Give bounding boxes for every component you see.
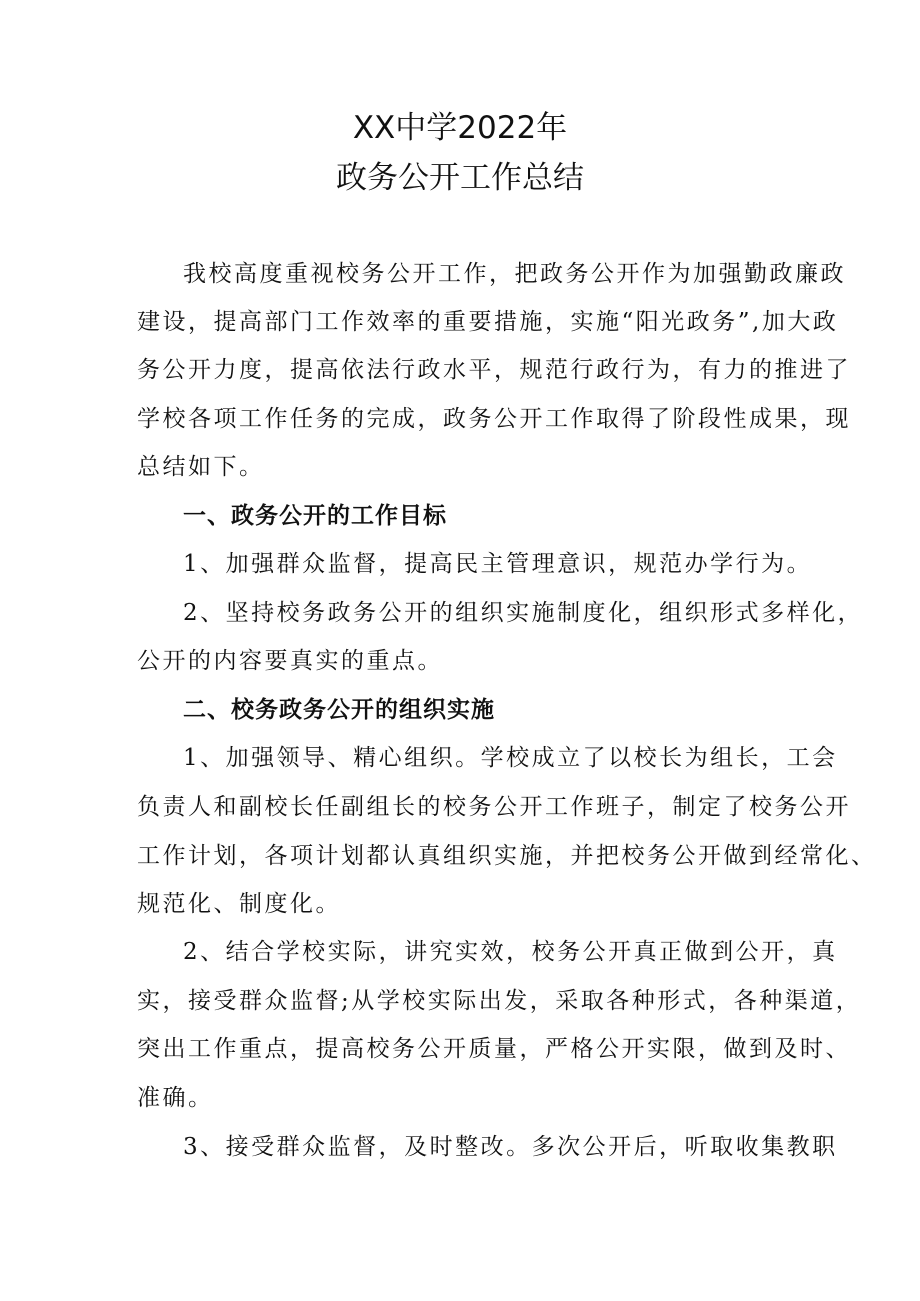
section-heading: 一、政务公开的工作目标	[183, 503, 447, 529]
paragraph-line: 突出工作重点，提高校务公开质量，严格公开实限，做到及时、	[137, 1036, 851, 1062]
paragraph-line: 务公开力度，提高依法行政水平，规范行政行为，有力的推进了	[137, 357, 851, 383]
paragraph-line: 准确。	[137, 1085, 214, 1111]
paragraph-line: 实，接受群众监督;从学校实际出发，采取各种形式，各种渠道，	[137, 988, 862, 1014]
paragraph-line: 2、坚持校务政务公开的组织实施制度化，组织形式多样化，	[183, 600, 864, 626]
paragraph-line: 学校各项工作任务的完成，政务公开工作取得了阶段性成果，现	[137, 406, 851, 432]
document-title-line-2: 政务公开工作总结	[336, 160, 584, 196]
paragraph-line: 1、加强群众监督，提高民主管理意识，规范办学行为。	[183, 551, 813, 577]
section-heading: 二、校务政务公开的组织实施	[183, 697, 495, 723]
paragraph-line: 工作计划，各项计划都认真组织实施，并把校务公开做到经常化、	[137, 843, 877, 869]
paragraph-line: 规范化、制度化。	[137, 891, 341, 917]
paragraph-line: 公开的内容要真实的重点。	[137, 648, 443, 674]
paragraph-line: 总结如下。	[137, 454, 265, 480]
document-title-line-1: XX中学2022年	[352, 110, 568, 146]
paragraph-line: 建设，提高部门工作效率的重要措施，实施“阳光政务”,加大政	[137, 309, 839, 335]
paragraph-line: 我校高度重视校务公开工作，把政务公开作为加强勤政廉政	[183, 261, 846, 287]
paragraph-line: 负责人和副校长任副组长的校务公开工作班子，制定了校务公开	[137, 794, 851, 820]
paragraph-line: 1、加强领导、精心组织。学校成立了以校长为组长，工会	[183, 745, 838, 771]
paragraph-line: 2、结合学校实际，讲究实效，校务公开真正做到公开，真	[183, 939, 838, 965]
paragraph-line: 3、接受群众监督，及时整改。多次公开后，听取收集教职	[183, 1134, 838, 1160]
